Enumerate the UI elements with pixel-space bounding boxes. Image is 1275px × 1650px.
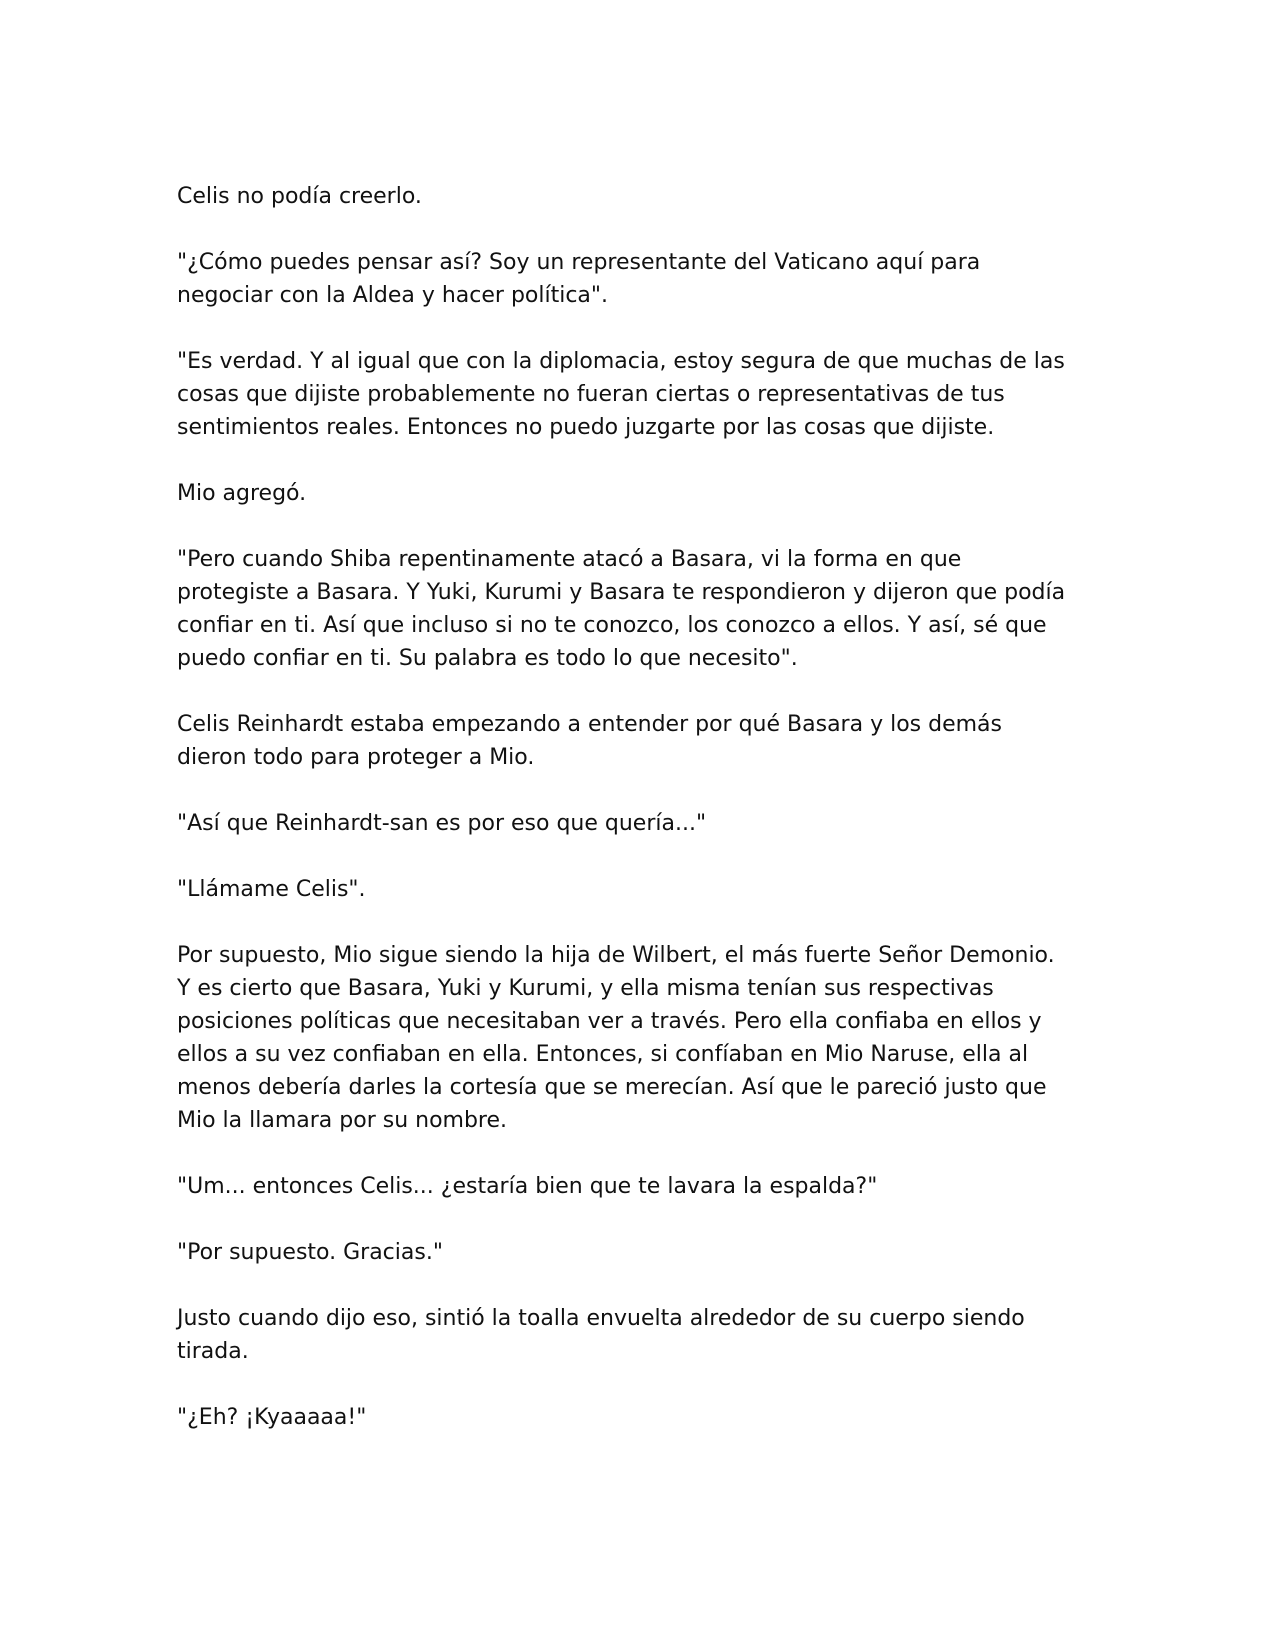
paragraph-6: Celis Reinhardt estaba empezando a entender por qué Basara y los demás dieron todo para proteger a Mio.: [177, 712, 1002, 770]
paragraph-3: "Es verdad. Y al igual que con la diplomacia, estoy segura de que muchas de las cosas que dijiste probablemente no fueran ciertas o representativas de tus sentimientos reales. Entonces no puedo juzgarte por las cosas que dijiste.: [177, 349, 1065, 440]
paragraph-2: "¿Cómo puedes pensar así? Soy un representante del Vaticano aquí para negociar con la Aldea y hacer política".: [177, 250, 981, 308]
paragraph-4: Mio agregó.: [177, 481, 307, 506]
paragraph-10: "Um... entonces Celis... ¿estaría bien que te lavara la espalda?": [177, 1174, 878, 1199]
paragraph-12: Justo cuando dijo eso, sintió la toalla envuelta alrededor de su cuerpo siendo tirada.: [177, 1306, 1025, 1364]
paragraph-13: "¿Eh? ¡Kyaaaaa!": [177, 1405, 367, 1430]
paragraph-11: "Por supuesto. Gracias.": [177, 1240, 443, 1265]
paragraph-8: "Llámame Celis".: [177, 877, 366, 902]
paragraph-7: "Así que Reinhardt-san es por eso que quería...": [177, 811, 707, 836]
paragraph-5: "Pero cuando Shiba repentinamente atacó a Basara, vi la forma en que protegiste a Basara. Y Yuki, Kurumi y Basara te respondieron y dijeron que podía confiar en ti. Así que incluso si no te conozco, los conozco a ellos. Y así, sé que puedo confiar en ti. Su palabra es todo lo que necesito".: [177, 547, 1066, 671]
paragraph-1: Celis no podía creerlo.: [177, 184, 422, 209]
paragraph-9: Por supuesto, Mio sigue siendo la hija de Wilbert, el más fuerte Señor Demonio. Y es cierto que Basara, Yuki y Kurumi, y ella misma tenían sus respectivas posiciones políticas que necesitaban ver a través. Pero ella confiaba en ellos y ellos a su vez confiaban en ella. Entonces, si confíaban en Mio Naruse, ella al menos debería darles la cortesía que se merecían. Así que le pareció justo que Mio la llamara por su nombre.: [177, 943, 1055, 1133]
